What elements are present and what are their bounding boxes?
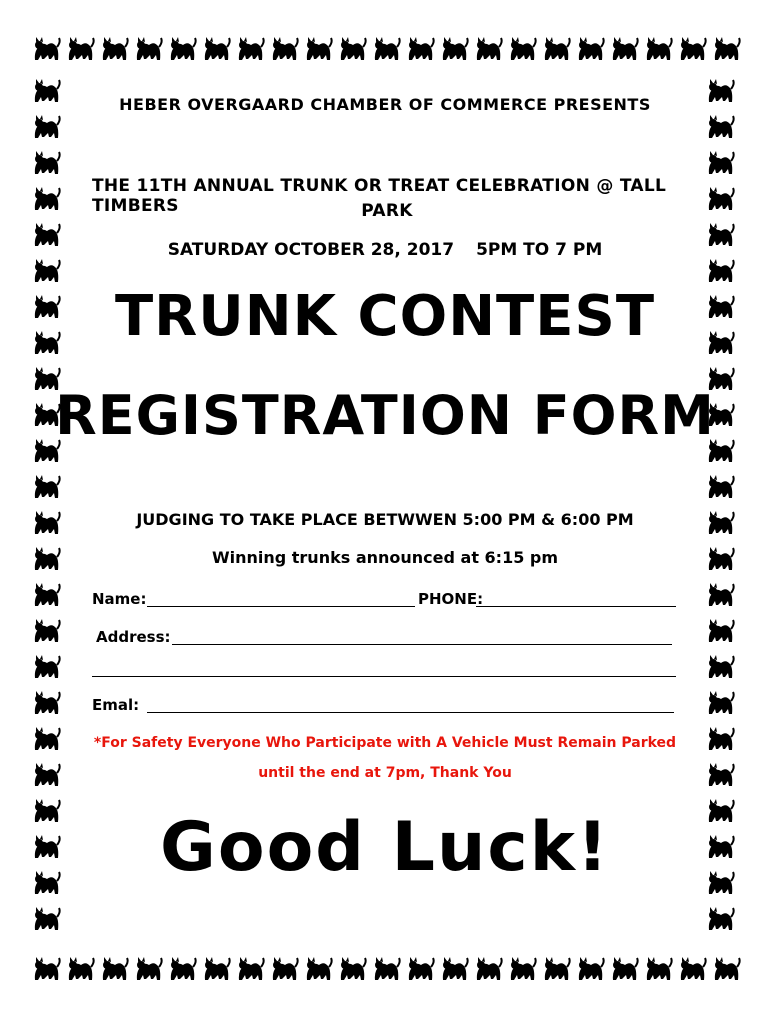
black-cat-icon xyxy=(100,36,130,66)
black-cat-icon xyxy=(440,36,470,66)
black-cat-icon xyxy=(168,36,198,66)
headline-line1: TRUNK CONTEST xyxy=(114,284,656,349)
black-cat-icon xyxy=(542,36,572,66)
black-cat-icon xyxy=(32,150,62,180)
good-luck-closing: Good Luck! xyxy=(160,808,610,887)
black-cat-icon xyxy=(712,956,742,986)
email-label: Emal: xyxy=(92,696,140,714)
black-cat-icon xyxy=(474,956,504,986)
black-cat-icon xyxy=(338,956,368,986)
black-cat-icon xyxy=(406,36,436,66)
judging-time: JUDGING TO TAKE PLACE BETWWEN 5:00 PM & 6:00 PM xyxy=(136,510,634,529)
phone-label: PHONE: xyxy=(418,590,484,608)
phone-field[interactable] xyxy=(476,606,676,607)
black-cat-icon xyxy=(644,956,674,986)
black-cat-icon xyxy=(706,150,736,180)
black-cat-icon xyxy=(134,956,164,986)
black-cat-icon xyxy=(338,36,368,66)
event-title-line1: THE 11TH ANNUAL TRUNK OR TREAT CELEBRATION @ TALL TIMBERS xyxy=(92,176,667,216)
black-cat-icon xyxy=(678,36,708,66)
event-day: SATURDAY OCTOBER 28, 2017 xyxy=(167,240,455,260)
black-cat-icon xyxy=(32,582,62,612)
black-cat-icon xyxy=(304,36,334,66)
black-cat-icon xyxy=(706,690,736,720)
black-cat-icon xyxy=(706,654,736,684)
black-cat-icon xyxy=(576,956,606,986)
black-cat-icon xyxy=(508,956,538,986)
black-cat-icon xyxy=(66,956,96,986)
name-field[interactable] xyxy=(147,606,415,607)
black-cat-icon xyxy=(236,36,266,66)
black-cat-icon xyxy=(440,956,470,986)
black-cat-icon xyxy=(134,36,164,66)
black-cat-icon xyxy=(32,654,62,684)
black-cat-icon xyxy=(706,474,736,504)
black-cat-icon xyxy=(706,906,736,936)
black-cat-icon xyxy=(576,36,606,66)
black-cat-icon xyxy=(32,618,62,648)
black-cat-icon xyxy=(32,956,62,986)
name-label: Name: xyxy=(92,590,147,608)
black-cat-icon xyxy=(644,36,674,66)
headline-line2: REGISTRATION FORM xyxy=(55,384,715,447)
black-cat-icon xyxy=(270,956,300,986)
black-cat-icon xyxy=(706,186,736,216)
email-field[interactable] xyxy=(147,712,674,713)
address-field-line2[interactable] xyxy=(92,676,676,677)
black-cat-icon xyxy=(406,956,436,986)
black-cat-icon xyxy=(678,956,708,986)
black-cat-icon xyxy=(202,36,232,66)
event-title-line2: PARK xyxy=(361,201,413,221)
address-label: Address: xyxy=(96,628,171,646)
address-field-line1[interactable] xyxy=(172,644,672,645)
black-cat-icon xyxy=(100,956,130,986)
black-cat-icon xyxy=(474,36,504,66)
black-cat-icon xyxy=(270,36,300,66)
event-date xyxy=(0,240,770,260)
black-cat-icon xyxy=(712,36,742,66)
black-cat-icon xyxy=(32,36,62,66)
presenter-heading: HEBER OVERGAARD CHAMBER OF COMMERCE PRESENTS xyxy=(119,95,651,114)
black-cat-icon xyxy=(168,956,198,986)
black-cat-icon xyxy=(32,114,62,144)
black-cat-icon xyxy=(304,956,334,986)
black-cat-icon xyxy=(32,906,62,936)
black-cat-icon xyxy=(706,582,736,612)
black-cat-icon xyxy=(372,36,402,66)
black-cat-icon xyxy=(706,114,736,144)
black-cat-icon xyxy=(372,956,402,986)
safety-notice-line2: until the end at 7pm, Thank You xyxy=(258,765,512,781)
black-cat-icon xyxy=(508,36,538,66)
event-time: 5PM TO 7 PM xyxy=(476,240,603,260)
winners-announcement: Winning trunks announced at 6:15 pm xyxy=(211,548,559,567)
black-cat-icon xyxy=(32,690,62,720)
black-cat-icon xyxy=(236,956,266,986)
black-cat-icon xyxy=(66,36,96,66)
black-cat-icon xyxy=(202,956,232,986)
safety-notice-line1: *For Safety Everyone Who Participate with A Vehicle Must Remain Parked xyxy=(93,735,677,751)
black-cat-icon xyxy=(32,186,62,216)
black-cat-icon xyxy=(32,474,62,504)
black-cat-icon xyxy=(610,956,640,986)
black-cat-icon xyxy=(610,36,640,66)
black-cat-icon xyxy=(706,618,736,648)
black-cat-icon xyxy=(542,956,572,986)
